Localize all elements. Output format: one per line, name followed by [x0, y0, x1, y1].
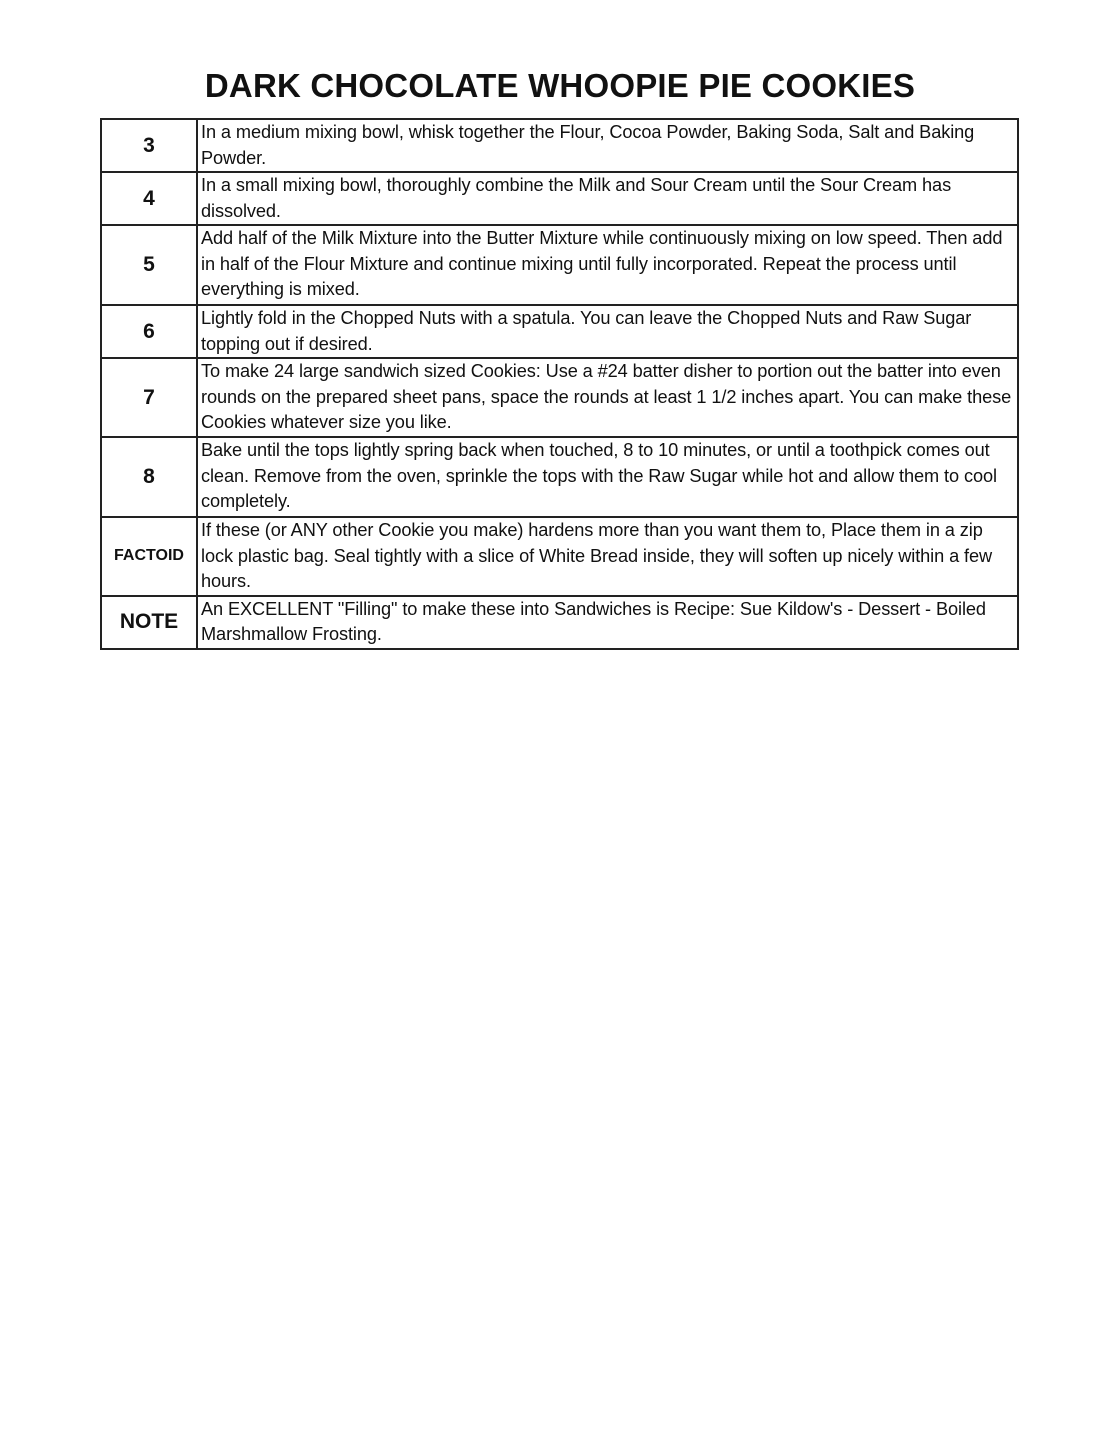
- step-label: NOTE: [101, 596, 197, 649]
- table-row: [101, 119, 1018, 172]
- step-text: Lightly fold in the Chopped Nuts with a spatula. You can leave the Chopped Nuts and Raw Sugar topping out if desired.: [197, 305, 1018, 358]
- step-label: 6: [101, 305, 197, 358]
- page-title: DARK CHOCOLATE WHOOPIE PIE COOKIES: [204, 67, 916, 104]
- table-row: [101, 517, 1018, 596]
- table-row: [101, 172, 1018, 225]
- recipe-steps-table: [100, 118, 1019, 650]
- step-text: In a small mixing bowl, thoroughly combine the Milk and Sour Cream until the Sour Cream has dissolved.: [197, 172, 1018, 225]
- step-label: 3: [101, 119, 197, 172]
- table-row: [101, 437, 1018, 517]
- step-label: 5: [101, 225, 197, 305]
- table-row: [101, 596, 1018, 649]
- table-row: [101, 225, 1018, 305]
- table-row: [101, 305, 1018, 358]
- table-row: [101, 358, 1018, 437]
- step-text: Add half of the Milk Mixture into the Butter Mixture while continuously mixing on low speed. Then add in half of the Flour Mixture and continue mixing until fully incorporated. Repeat the process until everything is mixed.: [197, 225, 1018, 305]
- step-label: 7: [101, 358, 197, 437]
- step-label: FACTOID: [101, 517, 197, 596]
- step-text: In a medium mixing bowl, whisk together the Flour, Cocoa Powder, Baking Soda, Salt and Baking Powder.: [197, 119, 1018, 172]
- step-text: To make 24 large sandwich sized Cookies: Use a #24 batter disher to portion out the batter into even rounds on the prepared sheet pans, space the rounds at least 1 1/2 inches apart. You can make these Cookies whatever size you like.: [197, 358, 1018, 437]
- step-text: If these (or ANY other Cookie you make) hardens more than you want them to, Place them in a zip lock plastic bag. Seal tightly with a slice of White Bread inside, they will soften up nicely within a few hours.: [197, 517, 1018, 596]
- step-label: 4: [101, 172, 197, 225]
- step-label: 8: [101, 437, 197, 517]
- step-text: An EXCELLENT "Filling" to make these into Sandwiches is Recipe: Sue Kildow's - Dessert - Boiled Marshmallow Frosting.: [197, 596, 1018, 649]
- step-text: Bake until the tops lightly spring back when touched, 8 to 10 minutes, or until a toothpick comes out clean. Remove from the oven, sprinkle the tops with the Raw Sugar while hot and allow them to cool completely.: [197, 437, 1018, 517]
